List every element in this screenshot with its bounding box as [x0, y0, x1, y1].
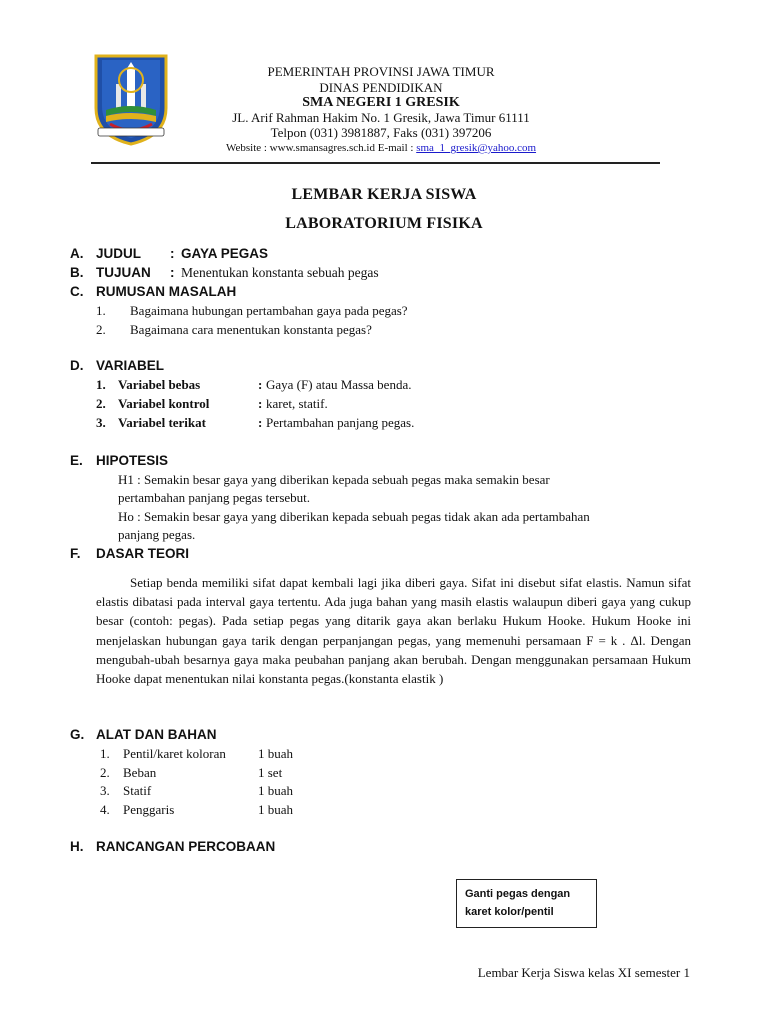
section-value: Menentukan konstanta sebuah pegas: [181, 265, 379, 280]
item-number: 1.: [96, 303, 106, 318]
worksheet-title: LEMBAR KERJA SISWA: [291, 186, 477, 203]
section-label: VARIABEL: [96, 358, 165, 373]
hypothesis-line: panjang pegas.: [118, 527, 196, 542]
hypothesis-line: Ho : Semakin besar gaya yang diberikan kepada sebuah pegas tidak akan ada pertambahan: [118, 509, 590, 524]
variable-separator: :: [258, 396, 263, 411]
equipment-qty: 1 buah: [258, 783, 294, 798]
item-number: 3.: [96, 415, 106, 430]
section-letter: F.: [70, 546, 81, 561]
section-letter: A.: [70, 246, 84, 261]
equipment-name: Pentil/karet koloran: [123, 746, 226, 761]
item-number: 2.: [96, 396, 106, 411]
item-text: Bagaimana hubungan pertambahan gaya pada pegas?: [130, 303, 408, 318]
letterhead-school-name: SMA NEGERI 1 GRESIK: [302, 95, 460, 110]
variable-value: Gaya (F) atau Massa benda.: [266, 377, 412, 392]
equipment-name: Beban: [123, 765, 157, 780]
letterhead-divider: [91, 162, 660, 164]
section-separator: :: [170, 246, 175, 261]
section-letter: D.: [70, 358, 84, 373]
variable-separator: :: [258, 377, 263, 392]
equipment-qty: 1 set: [258, 765, 283, 780]
hypothesis-line: pertambahan panjang pegas tersebut.: [118, 490, 311, 505]
section-label: JUDUL: [96, 246, 142, 261]
section-label: RANCANGAN PERCOBAAN: [96, 839, 276, 854]
section-label: HIPOTESIS: [96, 453, 169, 468]
section-label: TUJUAN: [96, 265, 151, 280]
item-number: 2.: [96, 322, 106, 337]
letterhead-department: DINAS PENDIDIKAN: [319, 80, 443, 95]
section-letter: G.: [70, 727, 85, 742]
equipment-qty: 1 buah: [258, 746, 294, 761]
hypothesis-line: H1 : Semakin besar gaya yang diberikan kepada sebuah pegas maka semakin besar: [118, 472, 550, 487]
item-number: 4.: [100, 802, 110, 817]
section-separator: :: [170, 265, 175, 280]
equipment-name: Penggaris: [123, 802, 175, 817]
section-label: DASAR TEORI: [96, 546, 190, 561]
equipment-name: Statif: [123, 783, 152, 798]
variable-value: Pertambahan panjang pegas.: [266, 415, 415, 430]
section-value: GAYA PEGAS: [181, 246, 269, 261]
note-line: karet kolor/pentil: [465, 906, 554, 918]
variable-separator: :: [258, 415, 263, 430]
section-label: ALAT DAN BAHAN: [96, 727, 217, 742]
item-number: 1.: [100, 746, 110, 761]
theory-paragraph: Setiap benda memiliki sifat dapat kembali lagi jika diberi gaya. Sifat ini disebut sifat elastis. Namun sifat elastis dibatasi pada interval gaya tertentu. Ada juga bahan yang masih elastis walaupun diberi gaya yang cukup besar (contoh: pegas). Pada setiap pegas yang ditarik gaya akan berlaku Hukum Hooke. Hukum Hooke ini menjelaskan hubungan gaya tarik dengan perpanjangan pegas, yang memenuhi persamaan F = k . Δl. Dengan mengubah-ubah besarnya gaya maka peubahan panjang akan berubah. Dengan menggunakan persamaan Hukum Hooke dapat menentukan nilai konstanta pegas.(konstanta elastik ): [96, 575, 691, 687]
website-text: Website : www.smansagres.sch.id E-mail :: [225, 142, 417, 154]
variable-value: karet, statif.: [266, 396, 328, 411]
note-line: Ganti pegas dengan: [465, 888, 571, 900]
section-label: RUMUSAN MASALAH: [96, 284, 237, 299]
email-link[interactable]: sma_1_gresik@yahoo.com: [416, 142, 537, 154]
section-letter: B.: [70, 265, 84, 280]
page-footer: Lembar Kerja Siswa kelas XI semester 1: [477, 965, 690, 980]
section-letter: E.: [70, 453, 83, 468]
east-java-crest-logo: [92, 50, 170, 146]
letterhead-address: JL. Arif Rahman Hakim No. 1 Gresik, Jawa Timur 61111: [232, 110, 530, 125]
item-number: 2.: [100, 765, 110, 780]
letterhead-web-email: [165, 140, 597, 156]
section-letter: H.: [70, 839, 84, 854]
item-number: 1.: [96, 377, 106, 392]
equipment-qty: 1 buah: [258, 802, 294, 817]
lab-title: LABORATORIUM FISIKA: [285, 215, 483, 232]
variable-name: Variabel bebas: [118, 377, 201, 392]
item-text: Bagaimana cara menentukan konstanta pegas?: [130, 322, 372, 337]
note-box: [456, 879, 597, 928]
section-letter: C.: [70, 284, 84, 299]
letterhead-phone: Telpon (031) 3981887, Faks (031) 397206: [270, 125, 492, 140]
variable-name: Variabel kontrol: [118, 396, 210, 411]
variable-name: Variabel terikat: [118, 415, 206, 430]
item-number: 3.: [100, 783, 110, 798]
letterhead-government: PEMERINTAH PROVINSI JAWA TIMUR: [267, 64, 495, 79]
